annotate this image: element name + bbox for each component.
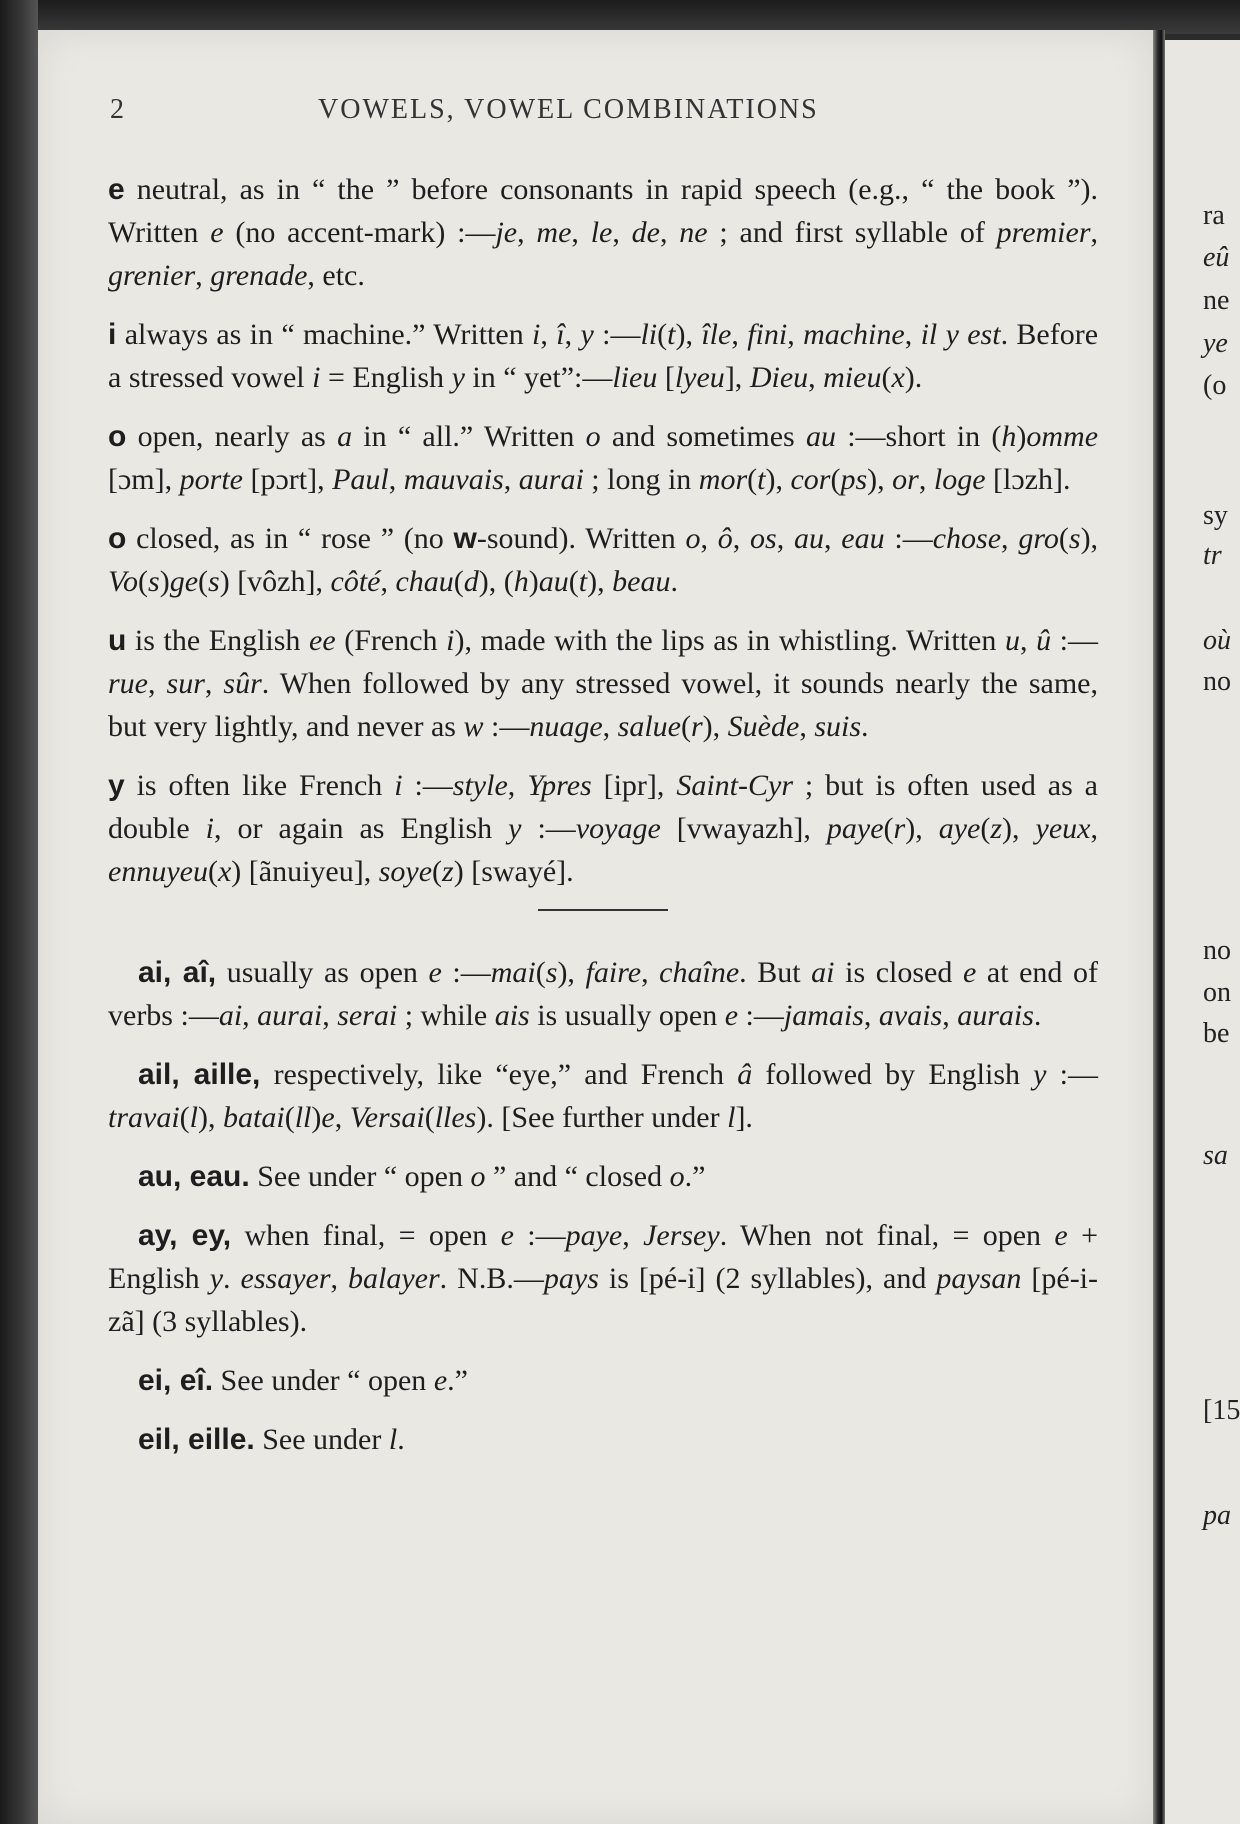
combination-description: See under “ open e.”	[213, 1364, 468, 1397]
facing-page-fragment: sy	[1203, 500, 1228, 531]
scan-top-edge	[0, 0, 1240, 34]
facing-page-fragment: ra	[1203, 200, 1225, 231]
combination-headword: au, eau.	[138, 1160, 250, 1193]
vowel-description: neutral, as in “ the ” before consonants in rapid speech (e.g., “ the book ”). Written e (no accent-mark) :—je, me, le, de, ne ; and first syllable of premier, grenier, grenade, etc.	[108, 173, 1099, 292]
facing-page-fragment: (o	[1203, 370, 1227, 401]
vowel-entry	[108, 619, 1098, 748]
page-body	[108, 168, 1098, 1477]
facing-page-fragment: on	[1203, 977, 1231, 1008]
combination-entry	[108, 1053, 1098, 1139]
combination-description: usually as open e :—mai(s), faire, chaîne. But ai is closed e at end of verbs :—ai, aurai, serai ; while ais is usually open e :—jamais, avais, aurais.	[108, 956, 1099, 1032]
vowel-headword: y	[108, 769, 125, 802]
facing-page-fragment: ne	[1203, 285, 1230, 316]
vowel-entry	[108, 415, 1098, 501]
facing-page-fragment: pa	[1203, 1500, 1231, 1531]
facing-page-fragment: tr	[1203, 540, 1222, 571]
vowel-headword: o	[108, 522, 127, 555]
combination-entry	[108, 1155, 1098, 1198]
book-spine	[0, 0, 38, 1824]
combination-entry	[108, 1418, 1098, 1461]
section-divider	[538, 909, 668, 911]
combination-description: respectively, like “eye,” and French â followed by English y :—travai(l), batai(ll)e, Versai(lles). [See further under l].	[108, 1058, 1098, 1134]
facing-page-fragment: où	[1203, 625, 1231, 656]
combination-description: See under l.	[254, 1423, 405, 1456]
running-header	[110, 94, 1110, 134]
combination-description: when final, = open e :—paye, Jersey. When not final, = open e + English y. essayer, balayer. N.B.—pays is [pé-i] (2 syllables), and paysan [pé-i-zã] (3 syllables).	[108, 1219, 1099, 1338]
vowel-entry	[108, 764, 1098, 893]
vowel-entry	[108, 313, 1098, 399]
facing-page-fragment: sa	[1203, 1140, 1228, 1171]
vowel-combination-entries	[108, 951, 1098, 1461]
vowel-description: closed, as in “ rose ” (no w-sound). Written o, ô, os, au, eau :—chose, gro(s), Vo(s)ge(s) [vôzh], côté, chau(d), (h)au(t), beau.	[108, 522, 1099, 598]
vowel-description: is the English ee (French i), made with the lips as in whistling. Written u, û :—rue, sur, sûr. When followed by any stressed vowel, it sounds nearly the same, but very lightly, and never as w :—nuage, salue(r), Suède, suis.	[108, 624, 1099, 743]
combination-headword: ail, aille,	[138, 1058, 261, 1091]
facing-page-edge	[1165, 40, 1240, 1824]
vowel-entry	[108, 168, 1098, 297]
combination-entry	[108, 1359, 1098, 1402]
page-title: VOWELS, VOWEL COMBINATIONS	[318, 94, 819, 125]
facing-page-fragment: [15	[1203, 1395, 1240, 1426]
vowel-description: is often like French i :—style, Ypres [ipr], Saint-Cyr ; but is often used as a double i, or again as English y :—voyage [vwayazh], paye(r), aye(z), yeux, ennuyeu(x) [ãnuiyeu], soye(z) [swayé].	[108, 769, 1099, 888]
vowel-headword: u	[108, 624, 127, 657]
combination-entry	[108, 1214, 1098, 1343]
vowel-description: open, nearly as a in “ all.” Written o and sometimes au :—short in (h)omme [ɔm], porte [pɔrt], Paul, mauvais, aurai ; long in mor(t), cor(ps), or, loge [lɔzh].	[108, 420, 1099, 496]
combination-headword: ay, ey,	[138, 1219, 232, 1252]
vowel-headword: e	[108, 173, 125, 206]
combination-headword: eil, eille.	[138, 1423, 255, 1456]
vowel-entry	[108, 517, 1098, 603]
combination-headword: ei, eî.	[138, 1364, 214, 1397]
page-gutter	[1153, 30, 1165, 1824]
facing-page-fragment: no	[1203, 666, 1231, 697]
combination-headword: ai, aî,	[138, 956, 217, 989]
page-number: 2	[110, 94, 125, 125]
facing-page-fragment: ye	[1203, 328, 1228, 359]
vowel-headword: o	[108, 420, 127, 453]
facing-page-fragment: eû	[1203, 242, 1230, 273]
vowel-entries	[108, 168, 1098, 893]
facing-page-fragment: be	[1203, 1018, 1230, 1049]
vowel-headword: i	[108, 318, 117, 351]
combination-entry	[108, 951, 1098, 1037]
combination-description: See under “ open o ” and “ closed o.”	[249, 1160, 706, 1193]
facing-page-fragment: no	[1203, 935, 1231, 966]
vowel-description: always as in “ machine.” Written i, î, y :—li(t), île, fini, machine, il y est. Before a stressed vowel i = English y in “ yet”:—lieu [lyeu], Dieu, mieu(x).	[108, 318, 1099, 394]
